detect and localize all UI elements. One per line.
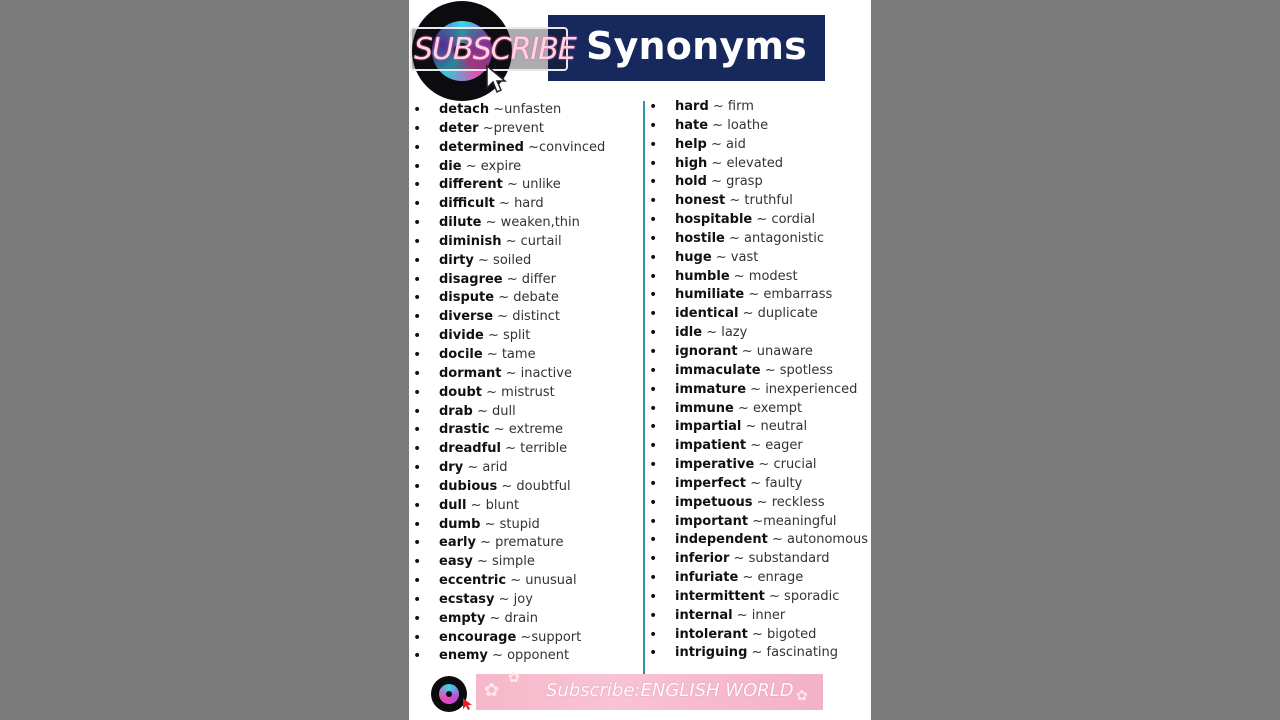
synonym-meaning: ~ fascinating <box>751 645 839 661</box>
synonym-word: help <box>675 136 707 152</box>
synonym-word: independent <box>675 532 768 548</box>
right-synonym-list <box>645 98 871 663</box>
synonym-row <box>409 252 641 271</box>
synonym-meaning: ~ unlike <box>506 177 561 193</box>
page-title: Synonyms <box>586 24 807 68</box>
flower-icon: ✿ <box>508 670 520 686</box>
footer-banner[interactable] <box>476 670 823 710</box>
synonym-word: humiliate <box>675 287 745 303</box>
bullet-dot-icon: • <box>413 215 422 232</box>
bullet-dot-icon: • <box>413 610 422 627</box>
bullet-dot-icon: • <box>413 252 422 269</box>
synonym-meaning: ~ exempt <box>738 400 803 416</box>
synonym-row <box>409 327 641 346</box>
bullet-dot-icon: • <box>649 400 658 417</box>
synonym-row <box>645 550 871 569</box>
title-banner <box>548 15 825 81</box>
synonym-word: hard <box>675 99 709 114</box>
flower-icon: ✿ <box>796 688 808 704</box>
synonym-meaning: ~ unaware <box>741 343 813 359</box>
synonym-row <box>645 400 871 419</box>
synonym-word: impetuous <box>675 494 753 510</box>
synonym-meaning: ~ modest <box>733 268 798 284</box>
left-synonym-list <box>409 101 641 666</box>
synonym-row <box>409 572 641 591</box>
synonym-word: deter <box>439 120 479 136</box>
bullet-dot-icon: • <box>413 271 422 288</box>
footer-subscribe-text: Subscribe:ENGLISH WORLD <box>546 680 794 701</box>
synonym-word: huge <box>675 249 712 265</box>
synonym-word: imperative <box>675 457 755 473</box>
synonym-row <box>409 214 641 233</box>
synonym-word: intolerant <box>675 626 748 642</box>
synonym-word: docile <box>439 346 483 362</box>
synonym-row <box>409 139 641 158</box>
synonym-word: idle <box>675 325 703 341</box>
bullet-dot-icon: • <box>413 309 422 326</box>
bullet-dot-icon: • <box>649 494 658 511</box>
synonym-word: hold <box>675 174 707 190</box>
synonym-meaning: ~ lazy <box>706 325 748 341</box>
bullet-dot-icon: • <box>413 516 422 533</box>
synonym-word: hostile <box>675 230 725 246</box>
bullet-dot-icon: • <box>649 230 658 247</box>
bullet-dot-icon: • <box>649 645 658 662</box>
synonym-meaning: ~ grasp <box>711 174 763 190</box>
synonym-word: die <box>439 158 462 174</box>
synonym-meaning: ~ enrage <box>742 570 804 586</box>
synonym-meaning: ~ aid <box>710 136 746 152</box>
synonym-meaning: ~ inexperienced <box>750 381 858 397</box>
synonym-row <box>645 343 871 362</box>
synonym-row <box>409 308 641 327</box>
bullet-dot-icon: • <box>649 513 658 530</box>
bullet-dot-icon: • <box>413 365 422 382</box>
bullet-dot-icon: • <box>649 532 658 549</box>
synonym-meaning: ~ duplicate <box>742 306 818 322</box>
synonym-row <box>409 403 641 422</box>
synonym-row <box>409 233 641 252</box>
synonym-word: dubious <box>439 478 498 494</box>
synonym-row <box>409 271 641 290</box>
bullet-dot-icon: • <box>413 403 422 420</box>
synonym-meaning: ~ autonomous <box>771 532 869 548</box>
synonym-word: dormant <box>439 365 502 381</box>
synonym-row <box>409 516 641 535</box>
synonym-word: dumb <box>439 516 481 532</box>
synonym-word: dirty <box>439 252 474 268</box>
synonym-meaning: ~ loathe <box>712 117 769 133</box>
synonym-meaning: ~ eager <box>750 438 803 454</box>
bullet-dot-icon: • <box>649 287 658 304</box>
bullet-dot-icon: • <box>649 155 658 172</box>
synonym-word: empty <box>439 610 486 626</box>
bullet-dot-icon: • <box>649 570 658 587</box>
synonym-word: drastic <box>439 422 490 438</box>
synonym-word: difficult <box>439 196 495 212</box>
synonym-meaning: ~ terrible <box>505 441 568 457</box>
bullet-dot-icon: • <box>413 441 422 458</box>
synonym-meaning: ~ antagonistic <box>729 230 824 246</box>
bullet-dot-icon: • <box>413 158 422 175</box>
synonym-word: honest <box>675 193 726 209</box>
synonym-word: ignorant <box>675 343 738 359</box>
synonym-meaning: ~ sporadic <box>769 588 840 604</box>
synonym-row <box>409 534 641 553</box>
bullet-dot-icon: • <box>649 268 658 285</box>
bullet-dot-icon: • <box>413 497 422 514</box>
synonym-word: ecstasy <box>439 591 495 607</box>
synonym-meaning: ~ debate <box>498 290 559 306</box>
synonym-word: dull <box>439 497 467 513</box>
synonym-word: immature <box>675 381 747 397</box>
synonym-meaning: ~ bigoted <box>751 626 817 642</box>
bullet-dot-icon: • <box>649 193 658 210</box>
synonym-row <box>645 437 871 456</box>
bullet-dot-icon: • <box>413 346 422 363</box>
synonym-meaning: ~ substandard <box>733 551 830 567</box>
synonym-row <box>645 211 871 230</box>
synonym-meaning: ~ faulty <box>750 475 803 491</box>
synonym-word: high <box>675 155 708 171</box>
synonym-meaning: ~prevent <box>482 120 544 136</box>
synonym-row <box>645 456 871 475</box>
synonym-meaning: ~ soiled <box>478 252 532 268</box>
synonym-meaning: ~ vast <box>715 249 759 265</box>
synonym-row <box>645 136 871 155</box>
bullet-dot-icon: • <box>413 384 422 401</box>
synonym-word: intriguing <box>675 645 748 661</box>
synonym-word: humble <box>675 268 730 284</box>
synonym-row <box>645 324 871 343</box>
synonym-row <box>645 268 871 287</box>
synonym-row <box>409 440 641 459</box>
synonym-meaning: ~ extreme <box>493 422 564 438</box>
synonym-meaning: ~ distinct <box>497 309 561 325</box>
synonym-word: eccentric <box>439 573 507 589</box>
bullet-dot-icon: • <box>649 551 658 568</box>
synonym-row <box>645 249 871 268</box>
synonym-meaning: ~ weaken,thin <box>485 215 580 231</box>
synonym-word: hospitable <box>675 212 753 228</box>
bullet-dot-icon: • <box>649 419 658 436</box>
synonym-row <box>409 647 641 666</box>
synonym-meaning: ~ blunt <box>470 497 520 513</box>
bullet-dot-icon: • <box>413 177 422 194</box>
synonym-meaning: ~ hard <box>499 196 544 212</box>
bullet-dot-icon: • <box>649 306 658 323</box>
synonym-meaning: ~ drain <box>489 610 538 626</box>
flower-icon: ✿ <box>484 680 500 701</box>
synonym-row <box>645 494 871 513</box>
synonym-row <box>645 98 871 117</box>
synonym-row <box>409 158 641 177</box>
synonym-meaning: ~ tame <box>486 346 536 362</box>
synonym-word: different <box>439 177 503 193</box>
synonyms-sheet <box>409 0 871 720</box>
synonym-row <box>409 610 641 629</box>
synonym-word: doubt <box>439 384 483 400</box>
synonym-word: inferior <box>675 551 730 567</box>
synonym-word: enemy <box>439 648 488 664</box>
bullet-dot-icon: • <box>413 460 422 477</box>
synonym-row <box>409 120 641 139</box>
synonym-row <box>645 607 871 626</box>
bullet-dot-icon: • <box>649 212 658 229</box>
synonym-word: dreadful <box>439 441 501 457</box>
synonym-word: imperfect <box>675 475 746 491</box>
synonym-word: encourage <box>439 629 517 645</box>
bullet-dot-icon: • <box>649 626 658 643</box>
bullet-dot-icon: • <box>413 233 422 250</box>
bullet-dot-icon: • <box>649 457 658 474</box>
synonym-row <box>645 475 871 494</box>
synonym-meaning: ~ firm <box>712 99 754 114</box>
synonym-word: detach <box>439 102 490 117</box>
bullet-dot-icon: • <box>413 196 422 213</box>
synonym-row <box>409 365 641 384</box>
bullet-dot-icon: • <box>649 475 658 492</box>
synonym-meaning: ~ expire <box>465 158 522 174</box>
synonym-row <box>645 362 871 381</box>
bullet-dot-icon: • <box>649 117 658 134</box>
synonym-word: divide <box>439 328 484 344</box>
synonym-meaning: ~unfasten <box>493 102 562 117</box>
bullet-dot-icon: • <box>413 629 422 646</box>
synonym-row <box>645 381 871 400</box>
bullet-dot-icon: • <box>649 136 658 153</box>
bullet-dot-icon: • <box>413 535 422 552</box>
synonym-row <box>645 230 871 249</box>
synonym-word: drab <box>439 403 473 419</box>
bullet-dot-icon: • <box>413 648 422 665</box>
bullet-dot-icon: • <box>649 362 658 379</box>
synonym-word: impartial <box>675 419 742 435</box>
synonym-row <box>645 173 871 192</box>
synonym-row <box>645 644 871 663</box>
mouse-pointer-icon <box>462 697 474 711</box>
synonym-word: diverse <box>439 309 494 325</box>
bullet-dot-icon: • <box>413 478 422 495</box>
bullet-dot-icon: • <box>413 573 422 590</box>
synonym-row <box>409 195 641 214</box>
synonym-row <box>409 346 641 365</box>
synonym-word: diminish <box>439 233 502 249</box>
synonym-row <box>645 286 871 305</box>
bullet-dot-icon: • <box>413 102 422 118</box>
synonym-meaning: ~ split <box>487 328 531 344</box>
synonym-meaning: ~ inactive <box>505 365 572 381</box>
synonym-word: easy <box>439 554 473 570</box>
synonym-meaning: ~ elevated <box>711 155 784 171</box>
synonym-meaning: ~ truthful <box>729 193 793 209</box>
synonym-word: intermittent <box>675 588 765 604</box>
bullet-dot-icon: • <box>413 422 422 439</box>
synonym-row <box>645 418 871 437</box>
synonym-word: hate <box>675 117 709 133</box>
synonym-meaning: ~support <box>520 629 582 645</box>
synonym-row <box>645 531 871 550</box>
synonym-row <box>409 478 641 497</box>
synonym-meaning: ~ neutral <box>745 419 808 435</box>
synonym-row <box>645 513 871 532</box>
synonym-meaning: ~ unusual <box>510 573 577 589</box>
synonym-word: disagree <box>439 271 503 287</box>
synonym-meaning: ~ embarrass <box>748 287 833 303</box>
synonym-word: dispute <box>439 290 495 306</box>
synonym-word: immaculate <box>675 362 761 378</box>
synonym-meaning: ~ stupid <box>484 516 540 532</box>
synonym-word: internal <box>675 607 733 623</box>
synonym-meaning: ~ inner <box>736 607 786 623</box>
synonym-row <box>645 626 871 645</box>
bullet-dot-icon: • <box>413 139 422 156</box>
synonym-word: dilute <box>439 215 482 231</box>
synonym-word: infuriate <box>675 570 739 586</box>
mouse-pointer-icon <box>485 64 507 94</box>
synonym-row <box>409 629 641 648</box>
synonym-word: determined <box>439 139 524 155</box>
bullet-dot-icon: • <box>413 554 422 571</box>
synonym-meaning: ~ simple <box>476 554 535 570</box>
synonym-meaning: ~ joy <box>498 591 533 607</box>
synonym-row <box>409 384 641 403</box>
subscribe-label: SUBSCRIBE <box>414 32 576 67</box>
synonym-meaning: ~ opponent <box>492 648 570 664</box>
synonym-meaning: ~meaningful <box>752 513 837 529</box>
bullet-dot-icon: • <box>649 588 658 605</box>
synonym-meaning: ~ differ <box>506 271 556 287</box>
bullet-dot-icon: • <box>413 591 422 608</box>
synonym-meaning: ~ doubtful <box>501 478 571 494</box>
synonym-row <box>645 305 871 324</box>
synonym-meaning: ~ spotless <box>764 362 833 378</box>
synonym-row <box>645 588 871 607</box>
synonym-row <box>645 192 871 211</box>
synonym-row <box>645 155 871 174</box>
bullet-dot-icon: • <box>649 438 658 455</box>
bullet-dot-icon: • <box>649 174 658 191</box>
synonym-word: impatient <box>675 438 747 454</box>
bullet-dot-icon: • <box>413 328 422 345</box>
synonym-meaning: ~ cordial <box>756 212 816 228</box>
synonym-meaning: ~ dull <box>476 403 516 419</box>
bullet-dot-icon: • <box>413 290 422 307</box>
synonym-word: dry <box>439 460 464 476</box>
synonym-meaning: ~ reckless <box>756 494 825 510</box>
synonym-meaning: ~ mistrust <box>486 384 555 400</box>
synonym-row <box>409 101 641 120</box>
bullet-dot-icon: • <box>649 607 658 624</box>
synonym-row <box>645 569 871 588</box>
synonym-word: important <box>675 513 749 529</box>
synonym-row <box>409 459 641 478</box>
bullet-dot-icon: • <box>649 249 658 266</box>
synonym-row <box>409 176 641 195</box>
bullet-dot-icon: • <box>649 325 658 342</box>
synonym-row <box>409 421 641 440</box>
disc-hole <box>446 691 452 697</box>
synonym-row <box>409 497 641 516</box>
synonym-meaning: ~ curtail <box>505 233 562 249</box>
synonym-word: identical <box>675 306 739 322</box>
bullet-dot-icon: • <box>649 381 658 398</box>
synonym-row <box>645 117 871 136</box>
bullet-dot-icon: • <box>649 99 658 115</box>
synonym-meaning: ~ crucial <box>758 457 817 473</box>
synonym-meaning: ~ arid <box>467 460 508 476</box>
synonym-row <box>409 591 641 610</box>
synonym-word: immune <box>675 400 734 416</box>
synonym-row <box>409 289 641 308</box>
synonym-meaning: ~convinced <box>528 139 606 155</box>
synonym-meaning: ~ premature <box>480 535 564 551</box>
bullet-dot-icon: • <box>649 343 658 360</box>
synonym-row <box>409 553 641 572</box>
synonym-word: early <box>439 535 476 551</box>
bullet-dot-icon: • <box>413 120 422 137</box>
